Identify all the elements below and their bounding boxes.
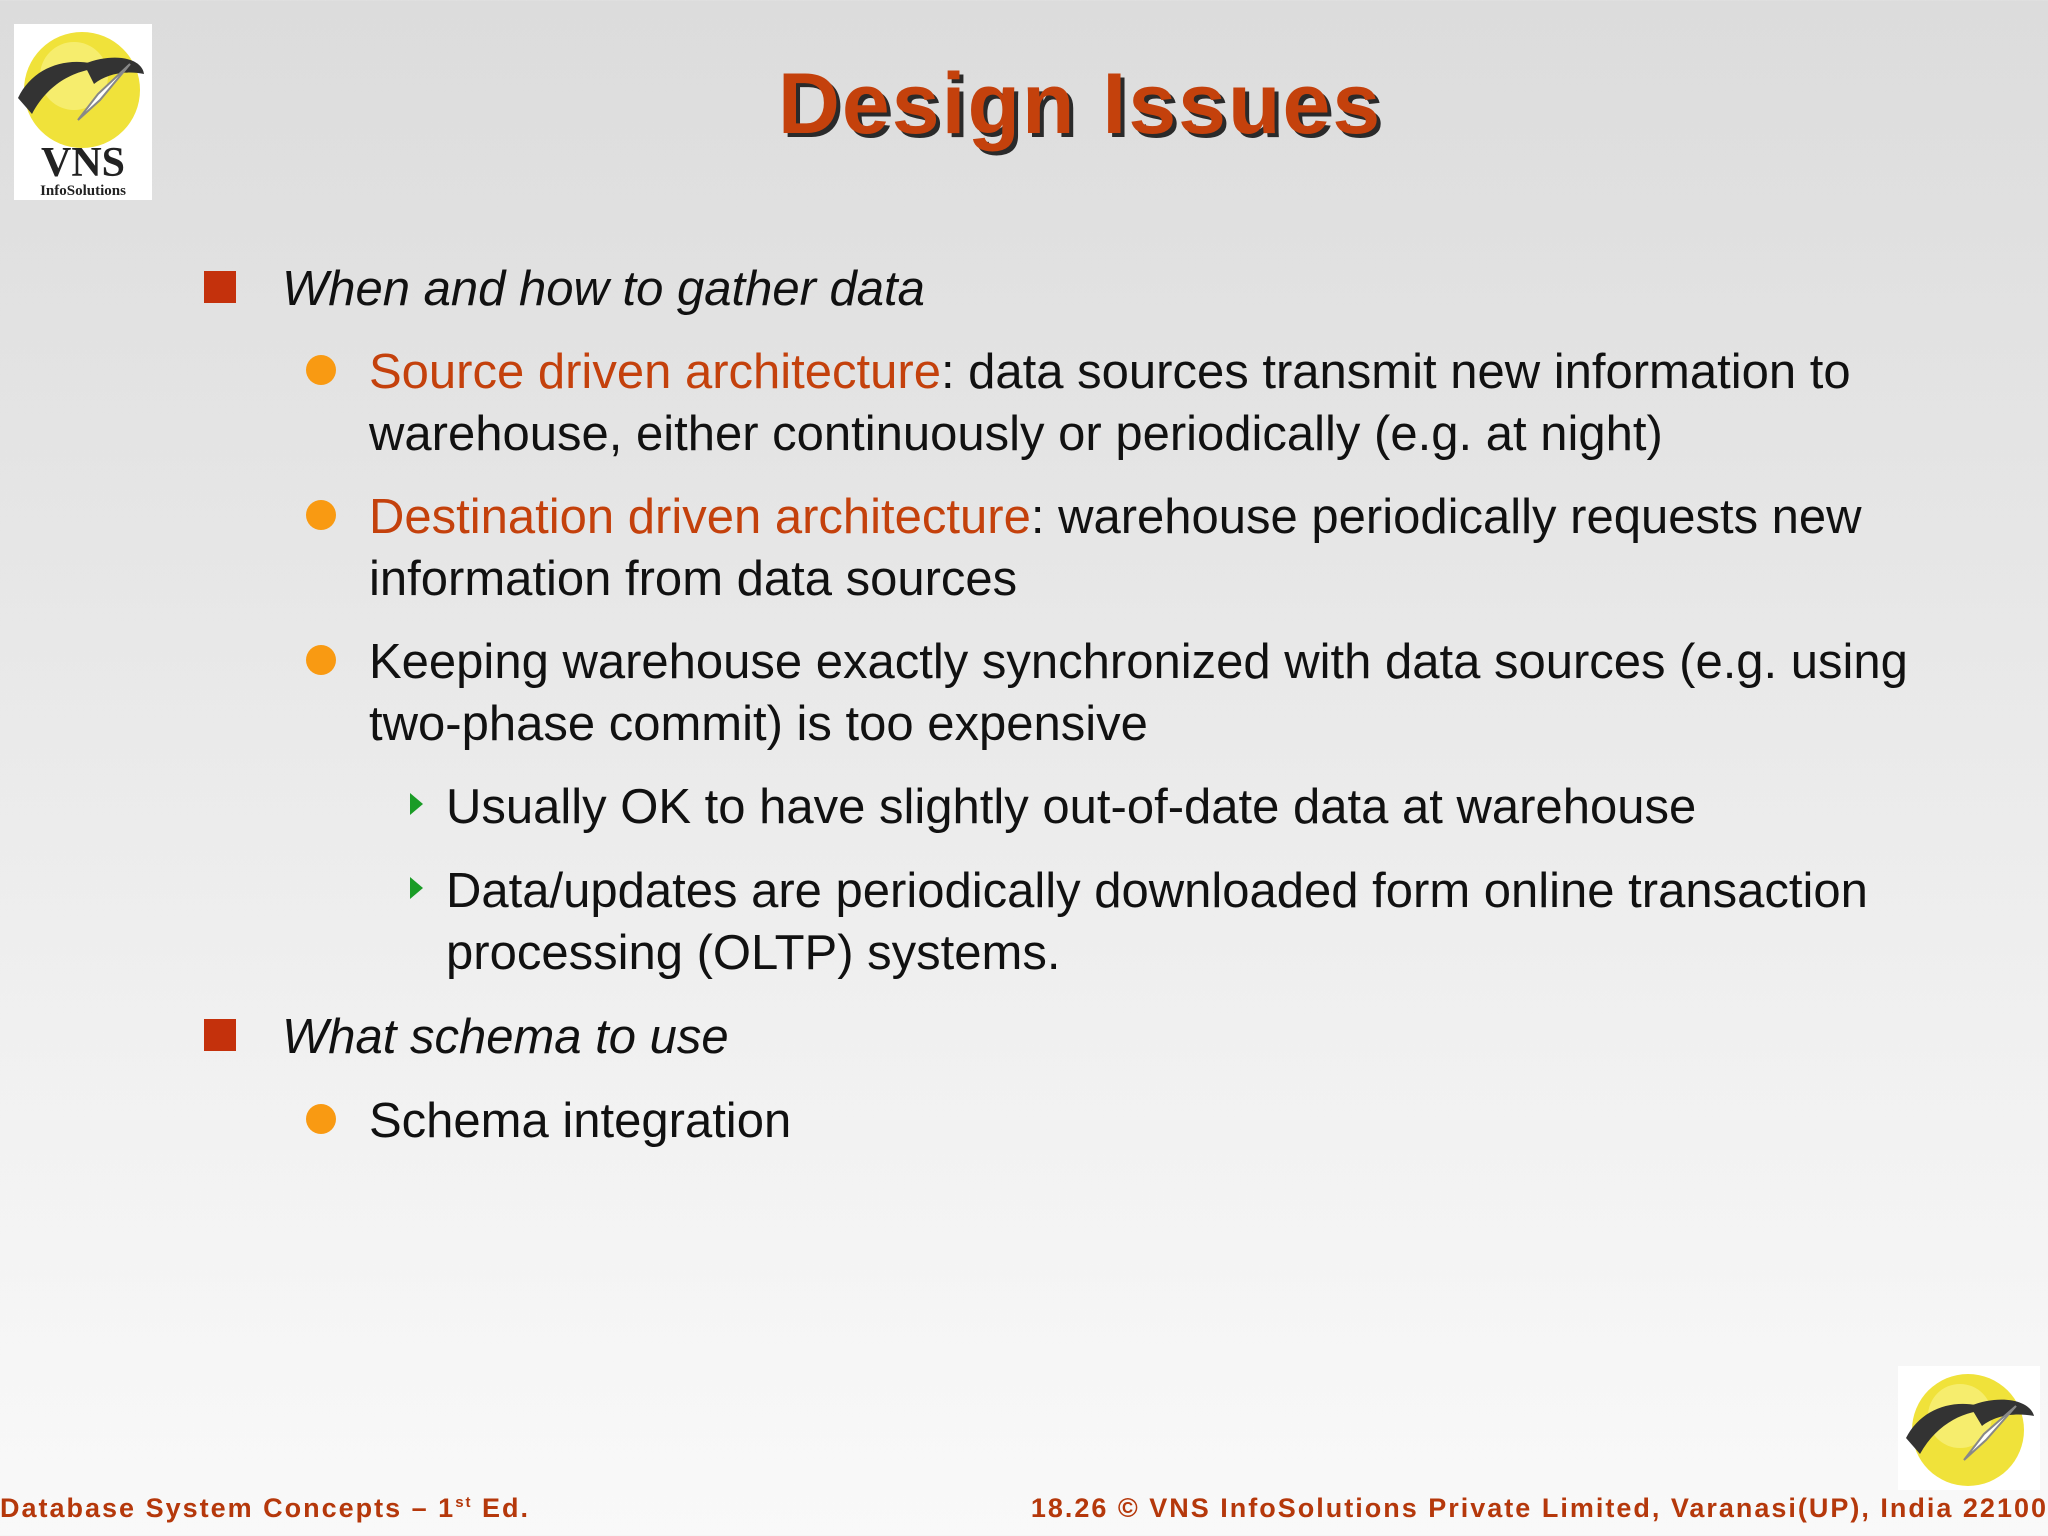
bullet-level2 [369, 486, 1989, 610]
vns-logo-icon [1898, 1366, 2040, 1490]
slide-title: Design Issues [777, 56, 1383, 152]
highlight-term: Source driven architecture [369, 345, 941, 399]
square-bullet-icon [204, 271, 236, 303]
svg-text:VNS: VNS [40, 140, 126, 186]
svg-text:InfoSolutions: InfoSolutions [40, 183, 126, 199]
triangle-bullet-icon [410, 793, 423, 815]
circle-bullet-icon [306, 1104, 336, 1134]
footer-copyright: 18.26 © VNS InfoSolutions Private Limited, Varanasi(UP), India 22100 [1030, 1493, 2048, 1523]
circle-bullet-icon [306, 355, 336, 385]
bullet-level1: When and how to gather data [282, 262, 925, 316]
circle-bullet-icon [306, 645, 336, 675]
triangle-bullet-icon [410, 877, 423, 899]
circle-bullet-icon [306, 500, 336, 530]
bullet-text: : data sources transmit new information to warehouse, either continuously or periodically (e.g. at night) [369, 345, 1851, 461]
bullet-level3: Usually OK to have slightly out-of-date data at warehouse [446, 780, 1697, 834]
bullet-level2: Schema integration [369, 1094, 792, 1148]
highlight-term: Destination driven architecture [369, 490, 1031, 544]
bullet-level1: What schema to use [282, 1010, 729, 1064]
footer-course-title: Database System Concepts – 1st Ed. [0, 1493, 531, 1523]
bullet-level2: Keeping warehouse exactly synchronized with data sources (e.g. using two-phase commit) is too expensive [369, 635, 1908, 751]
bullet-level2 [369, 341, 1989, 465]
bullet-level3: Data/updates are periodically downloaded form online transaction processing (OLTP) systems. [446, 864, 1868, 980]
bullet-text: : warehouse periodically requests new information from data sources [369, 490, 1862, 606]
square-bullet-icon [204, 1019, 236, 1051]
